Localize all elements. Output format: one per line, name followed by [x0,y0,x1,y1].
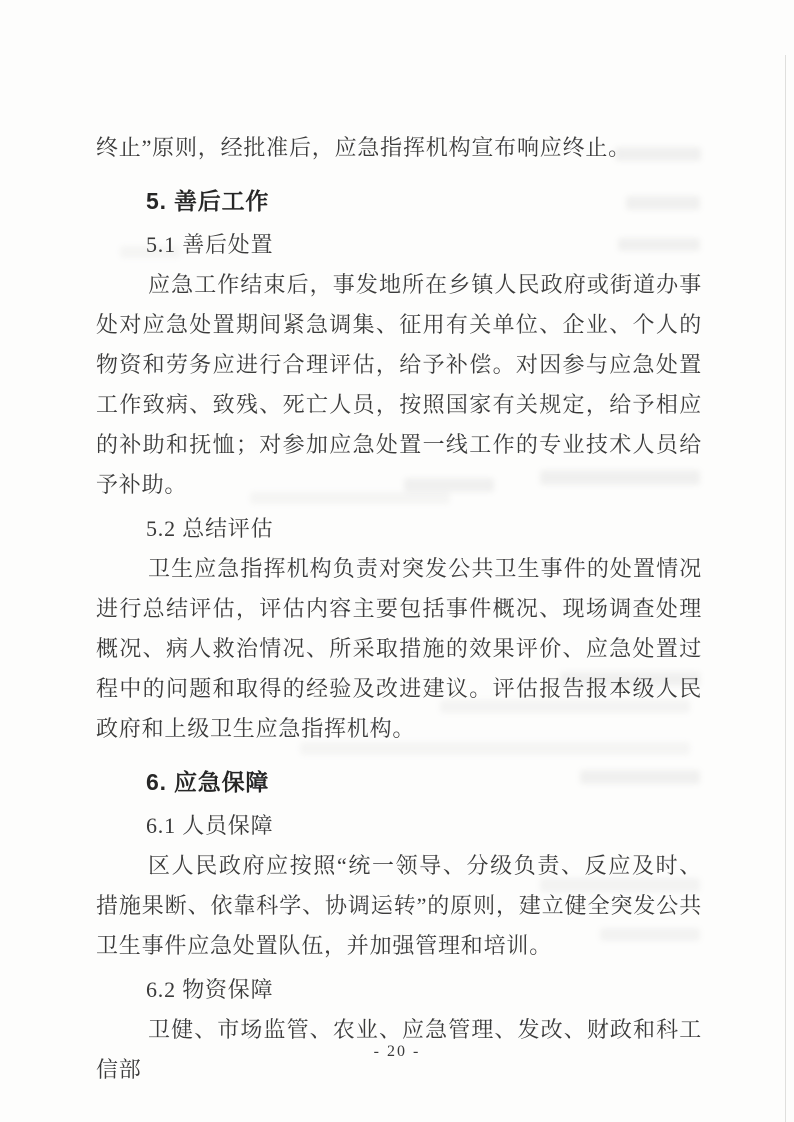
page-number: - 20 - [373,1043,421,1060]
subsection-heading-6-2: 6.2 物资保障 [146,977,274,1002]
section-heading-5: 5. 善后工作 [146,188,270,214]
paragraph: 卫生应急指挥机构负责对突发公共卫生事件的处置情况进行总结评估，评估内容主要包括事件概况、现场调查处理概况、病人救治情况、所采取措施的效果评价、应急处置过程中的问题和取得的经验及改进建议。评估报告报本级人民政府和上级卫生应急指挥机构。 [96,556,702,741]
subsection-heading-5-1: 5.1 善后处置 [146,232,274,257]
document-body [96,128,702,1090]
subsection-heading-5-2: 5.2 总结评估 [146,516,274,541]
section-heading-6: 6. 应急保障 [146,769,270,795]
paragraph: 区人民政府应按照“统一领导、分级负责、反应及时、措施果断、依靠科学、协调运转”的原则，建立健全突发公共卫生事件应急处置队伍，并加强管理和培训。 [96,853,702,958]
paragraph: 应急工作结束后，事发地所在乡镇人民政府或街道办事处对应急处置期间紧急调集、征用有关单位、企业、个人的物资和劳务应进行合理评估，给予补偿。对因参与应急处置工作致病、致残、死亡人员，按照国家有关规定，给予相应的补助和抚恤；对参加应急处置一线工作的专业技术人员给予补助。 [96,272,702,497]
subsection-heading-6-1: 6.1 人员保障 [146,813,274,838]
paragraph: 卫健、市场监管、农业、应急管理、发改、财政和科工信部 [96,1017,702,1082]
paragraph-continuation: 终止”原则，经批准后，应急指挥机构宣布响应终止。 [96,135,631,160]
scan-edge-line [785,55,786,1122]
